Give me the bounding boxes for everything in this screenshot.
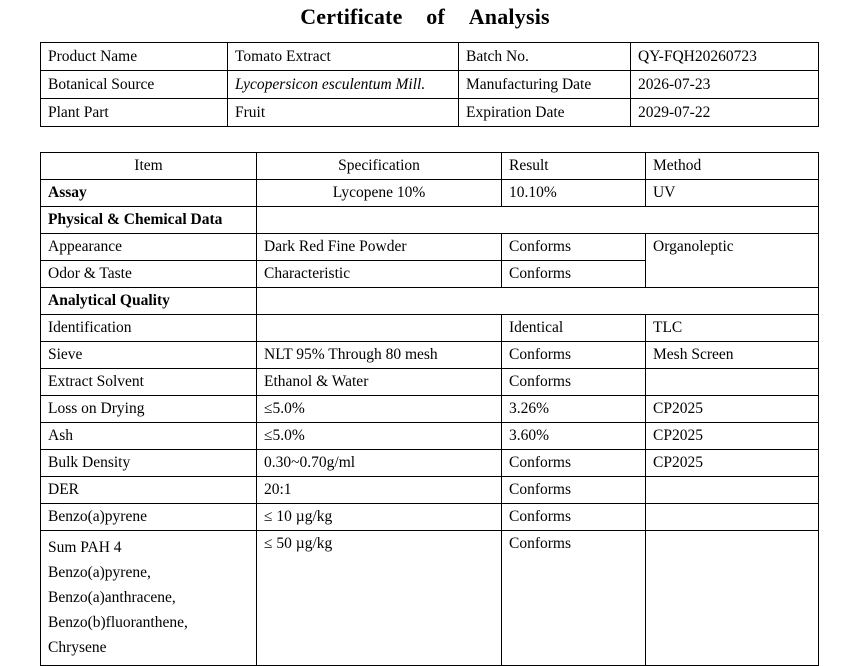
item-cell: Odor & Taste <box>41 261 257 288</box>
info-label: Botanical Source <box>41 71 228 99</box>
method-cell: CP2025 <box>646 450 819 477</box>
item-cell <box>41 531 257 666</box>
item-cell: Ash <box>41 423 257 450</box>
method-cell: CP2025 <box>646 423 819 450</box>
table-header-row <box>41 153 819 180</box>
table-row <box>41 342 819 369</box>
title-word-of: of <box>426 4 445 29</box>
info-value: Tomato Extract <box>228 43 459 71</box>
info-label: Expiration Date <box>459 99 631 127</box>
table-row <box>41 396 819 423</box>
header-result: Result <box>502 153 646 180</box>
result-cell: Conforms <box>502 531 646 666</box>
info-label: Product Name <box>41 43 228 71</box>
pah-line: Benzo(a)anthracene, <box>48 589 176 606</box>
method-cell: TLC <box>646 315 819 342</box>
result-cell: Conforms <box>502 234 646 261</box>
result-cell: 3.60% <box>502 423 646 450</box>
info-row-botanical <box>41 71 819 99</box>
spec-cell: Ethanol & Water <box>257 369 502 396</box>
header-item: Item <box>41 153 257 180</box>
item-cell: Assay <box>41 180 257 207</box>
table-row <box>41 450 819 477</box>
spec-cell: ≤5.0% <box>257 396 502 423</box>
spec-cell: 20:1 <box>257 477 502 504</box>
result-cell: Conforms <box>502 369 646 396</box>
result-cell: Conforms <box>502 504 646 531</box>
item-cell: Identification <box>41 315 257 342</box>
result-cell: Conforms <box>502 261 646 288</box>
method-cell: CP2025 <box>646 396 819 423</box>
pah-line: Benzo(b)fluoranthene, <box>48 614 188 631</box>
table-row <box>41 504 819 531</box>
analysis-table <box>40 152 819 666</box>
info-label: Manufacturing Date <box>459 71 631 99</box>
table-row <box>41 234 819 261</box>
method-cell <box>646 531 819 666</box>
method-cell: Mesh Screen <box>646 342 819 369</box>
table-row-pah <box>41 531 819 666</box>
result-cell: Conforms <box>502 342 646 369</box>
empty-cell <box>257 288 819 315</box>
spec-cell: ≤ 50 µg/kg <box>257 531 502 666</box>
empty-cell <box>257 207 819 234</box>
table-row <box>41 315 819 342</box>
item-cell: Benzo(a)pyrene <box>41 504 257 531</box>
product-info-table <box>40 42 819 127</box>
table-row <box>41 369 819 396</box>
item-cell: DER <box>41 477 257 504</box>
pah-line: Chrysene <box>48 639 107 656</box>
result-cell: Conforms <box>502 450 646 477</box>
method-cell: Organoleptic <box>646 234 819 288</box>
title-word-analysis: Analysis <box>468 4 550 29</box>
info-row-product <box>41 43 819 71</box>
pah-line: Sum PAH 4 <box>48 539 122 556</box>
spec-cell: Dark Red Fine Powder <box>257 234 502 261</box>
table-row <box>41 180 819 207</box>
result-cell: 10.10% <box>502 180 646 207</box>
info-value: Lycopersicon esculentum Mill. <box>228 71 459 99</box>
result-cell: Conforms <box>502 477 646 504</box>
item-cell: Extract Solvent <box>41 369 257 396</box>
info-label: Batch No. <box>459 43 631 71</box>
method-cell: UV <box>646 180 819 207</box>
document-title <box>0 4 850 30</box>
section-row <box>41 288 819 315</box>
info-value: Fruit <box>228 99 459 127</box>
section-row <box>41 207 819 234</box>
info-value: QY-FQH20260723 <box>631 43 819 71</box>
spec-cell: Characteristic <box>257 261 502 288</box>
method-cell <box>646 477 819 504</box>
spec-cell: Lycopene 10% <box>257 180 502 207</box>
header-specification: Specification <box>257 153 502 180</box>
info-label: Plant Part <box>41 99 228 127</box>
item-cell: Appearance <box>41 234 257 261</box>
header-method: Method <box>646 153 819 180</box>
section-heading: Analytical Quality <box>41 288 257 315</box>
title-word-certificate: Certificate <box>300 4 403 29</box>
pah-line: Benzo(a)pyrene, <box>48 564 151 581</box>
spec-cell: NLT 95% Through 80 mesh <box>257 342 502 369</box>
item-cell: Loss on Drying <box>41 396 257 423</box>
item-cell: Sieve <box>41 342 257 369</box>
section-heading: Physical & Chemical Data <box>41 207 257 234</box>
method-cell <box>646 369 819 396</box>
info-value: 2026-07-23 <box>631 71 819 99</box>
result-cell: Identical <box>502 315 646 342</box>
method-cell <box>646 504 819 531</box>
info-row-plant-part <box>41 99 819 127</box>
table-row <box>41 477 819 504</box>
result-cell: 3.26% <box>502 396 646 423</box>
spec-cell: ≤ 10 µg/kg <box>257 504 502 531</box>
item-cell: Bulk Density <box>41 450 257 477</box>
spec-cell: ≤5.0% <box>257 423 502 450</box>
table-row <box>41 423 819 450</box>
spec-cell <box>257 315 502 342</box>
spec-cell: 0.30~0.70g/ml <box>257 450 502 477</box>
info-value: 2029-07-22 <box>631 99 819 127</box>
